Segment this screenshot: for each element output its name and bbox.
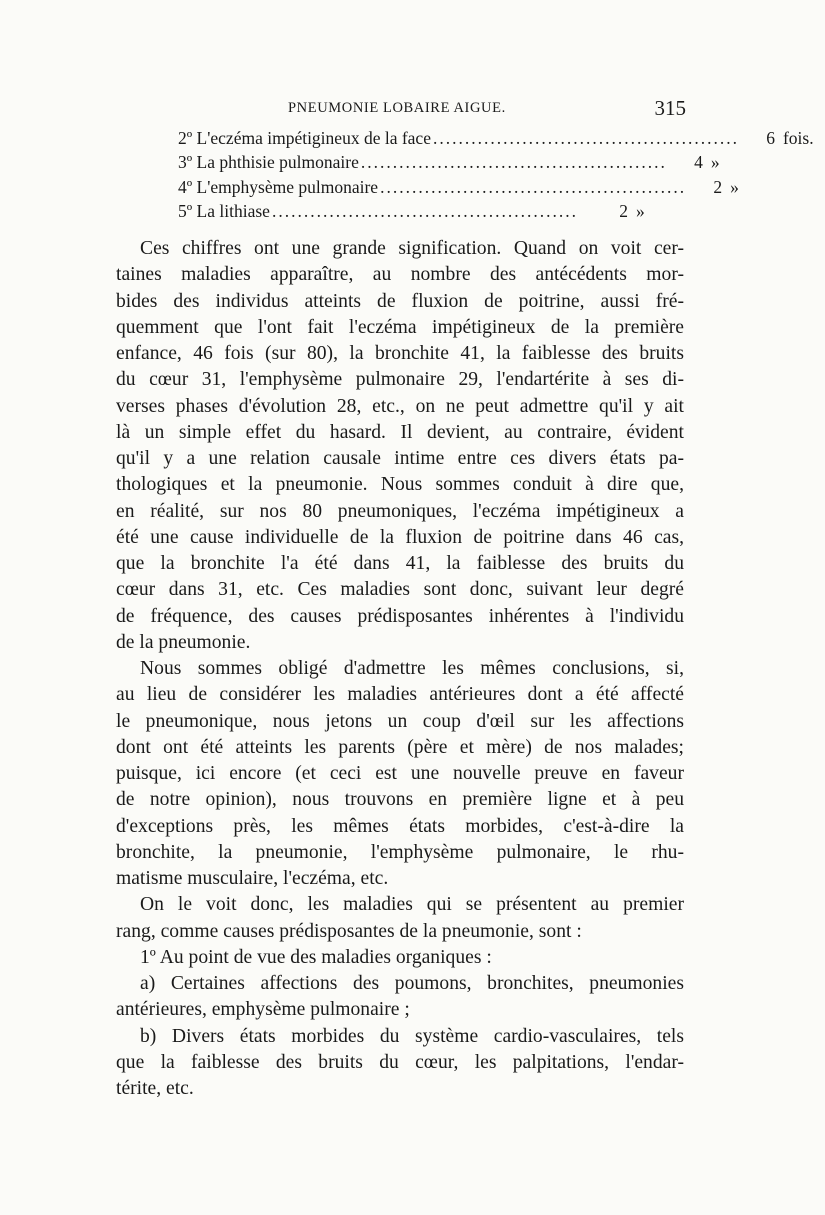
dot-leader: ................................................	[432, 128, 739, 148]
text-line: a) Certaines affections des poumons, bronchites, pneumonies	[140, 973, 684, 994]
text-line: verses phases d'évolution 28, etc., on ne peut admettre qu'il y ait	[116, 395, 684, 417]
text-line: là un simple effet du hasard. Il devient, au contraire, évident	[116, 421, 684, 443]
stat-unit: »	[730, 176, 739, 197]
text-line: le pneumonique, nous jetons un coup d'œil sur les affections	[116, 710, 684, 732]
text-line: quemment que l'ont fait l'eczéma impétigineux de la première	[116, 316, 684, 338]
text-line: du cœur 31, l'emphysème pulmonaire 29, l'endartérite à ses di-	[116, 369, 684, 391]
text-line: thologiques et la pneumonie. Nous sommes conduit à dire que,	[116, 474, 684, 496]
text-line: matisme musculaire, l'eczéma, etc.	[116, 868, 389, 889]
stat-label: 5º La lithiase	[178, 200, 270, 221]
running-title: PNEUMONIE LOBAIRE AIGUE.	[288, 100, 506, 116]
stat-unit: »	[636, 200, 645, 221]
text-line: térite, etc.	[116, 1078, 194, 1099]
dot-leader: ................................................	[380, 176, 687, 197]
stat-unit: fois.	[782, 128, 814, 148]
stat-label: 2º L'eczéma impétigineux de la face	[178, 128, 431, 148]
paragraph	[116, 656, 684, 892]
text-line: de fréquence, des causes prédisposantes inhérentes à l'individu	[116, 605, 684, 627]
stat-row	[178, 176, 739, 201]
stat-label: 3º La phthisie pulmonaire	[178, 152, 359, 173]
text-line: Ces chiffres ont une grande signification. Quand on voit cer-	[140, 238, 684, 259]
page-number: 315	[654, 96, 686, 120]
text-line: qu'il y a une relation causale intime entre ces divers états pa-	[116, 448, 684, 469]
dot-leader: ................................................	[360, 152, 667, 173]
stat-count: 4	[694, 152, 703, 173]
text-line: dont ont été atteints les parents (père et mère) de nos malades;	[116, 736, 684, 758]
text-line: au lieu de considérer les maladies antérieures dont a été affecté	[116, 684, 684, 706]
text-line: que la bronchite l'a été dans 41, la faiblesse des bruits du	[116, 553, 684, 574]
text-line: puisque, ici encore (et ceci est une nouvelle preuve en faveur	[116, 763, 684, 784]
stat-count: 2	[619, 200, 628, 221]
statistics-list	[178, 128, 814, 225]
stat-row	[178, 128, 814, 152]
running-head	[118, 96, 686, 126]
paragraph	[116, 892, 684, 945]
paragraph	[116, 236, 684, 656]
text-line: b) Divers états morbides du système cardio-vasculaires, tels	[140, 1025, 684, 1047]
text-line: été une cause individuelle de la fluxion de poitrine dans 46 cas,	[116, 526, 684, 548]
text-line: cœur dans 31, etc. Ces maladies sont donc, suivant leur degré	[116, 579, 684, 601]
paragraph	[116, 945, 684, 971]
text-line: 1º Au point de vue des maladies organiques :	[140, 946, 492, 968]
text-line: en réalité, sur nos 80 pneumoniques, l'eczéma impétigineux a	[116, 500, 684, 522]
body-text	[116, 236, 684, 1102]
text-line: de notre opinion), nous trouvons en première ligne et à peu	[116, 789, 684, 811]
stat-row	[178, 152, 720, 176]
text-line: On le voit donc, les maladies qui se présentent au premier	[140, 894, 684, 916]
text-line: bides des individus atteints de fluxion de poitrine, aussi fré-	[116, 290, 684, 312]
stat-row	[178, 201, 678, 225]
stat-count: 2	[713, 176, 723, 197]
stat-label: 4º L'emphysème pulmonaire	[178, 176, 379, 197]
paragraph	[116, 971, 684, 1024]
dot-leader: ................................................	[271, 200, 578, 221]
paragraph	[116, 1024, 684, 1103]
stat-count: 6	[766, 128, 775, 148]
stat-unit: »	[710, 152, 720, 173]
text-line: de la pneumonie.	[116, 631, 251, 653]
text-line: enfance, 46 fois (sur 80), la bronchite 41, la faiblesse des bruits	[116, 343, 684, 364]
text-line: antérieures, emphysème pulmonaire ;	[116, 999, 410, 1021]
text-line: que la faiblesse des bruits du cœur, les palpitations, l'endar-	[116, 1051, 684, 1073]
text-line: taines maladies apparaître, au nombre des antécédents mor-	[116, 264, 684, 286]
text-line: Nous sommes obligé d'admettre les mêmes conclusions, si,	[140, 658, 684, 679]
text-line: rang, comme causes prédisposantes de la pneumonie, sont :	[116, 920, 582, 942]
text-line: d'exceptions près, les mêmes états morbides, c'est-à-dire la	[116, 815, 684, 837]
text-line: bronchite, la pneumonie, l'emphysème pulmonaire, le rhu-	[116, 841, 684, 863]
